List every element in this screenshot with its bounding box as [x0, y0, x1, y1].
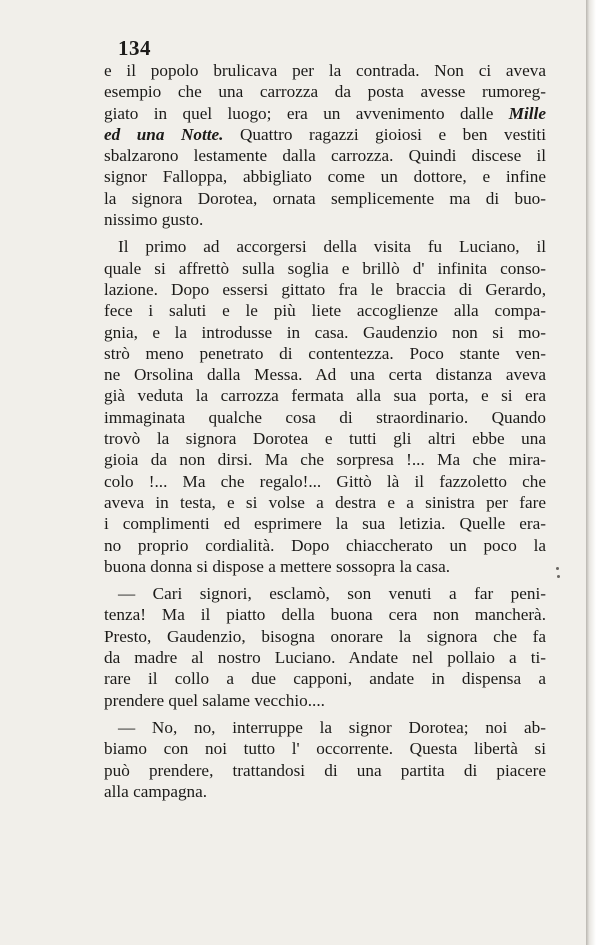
text-line: biamo con noi tutto l' occorrente. Questa libertà si	[104, 739, 546, 759]
text-segment: giato in quel luogo; era un avvenimento dalle	[104, 103, 509, 123]
text-line: strò meno penetrato di contentezza. Poco stante ven-	[104, 343, 546, 363]
text-line: quale si affrettò sulla soglia e brillò d' infinita conso-	[104, 258, 546, 278]
text-line: signor Falloppa, abbigliato come un dottore, e infine	[104, 167, 546, 187]
text-line: da madre al nostro Luciano. Andate nel pollaio a ti-	[104, 648, 546, 668]
text-line: già veduta la carrozza fermata alla sua porta, e si era	[104, 386, 546, 406]
text-line: — Cari signori, esclamò, son venuti a far peni-	[118, 584, 546, 604]
text-line: nissimo gusto.	[104, 210, 204, 230]
text-line: buona donna si dispose a mettere sossopra la casa.	[104, 556, 451, 576]
text-line: immaginata qualche cosa di straordinario. Quando	[104, 407, 546, 427]
text-line: la signora Dorotea, ornata semplicemente ma di buo-	[104, 188, 546, 208]
text-line: i complimenti ed esprimere la sua letizia. Quelle era-	[104, 514, 546, 534]
text-line: esempio che una carrozza da posta avesse rumoreg-	[104, 82, 546, 102]
text-segment: Quattro ragazzi gioiosi e ben vestiti	[223, 124, 546, 144]
text-line: trovò la signora Dorotea e tutti gli altri ebbe una	[104, 429, 546, 449]
paragraph	[104, 60, 546, 230]
text-line: sbalzarono lestamente dalla carrozza. Quindi discese il	[104, 146, 546, 166]
text-line: rare il collo a due capponi, andate in dispensa a	[104, 669, 546, 689]
text-line: aveva in testa, e si volse a destra e a sinistra per fare	[104, 492, 546, 512]
paragraph	[104, 236, 546, 577]
text-line: — No, no, interruppe la signor Dorotea; noi ab-	[118, 717, 546, 737]
text-line: tenza! Ma il piatto della buona cera non mancherà.	[104, 605, 546, 625]
text-line: Presto, Gaudenzio, bisogna onorare la signora che fa	[104, 626, 546, 646]
ink-speck	[556, 567, 559, 570]
text-line: fece i saluti e le più liete accoglienze alla compa-	[104, 301, 546, 321]
page-body-text	[104, 60, 546, 802]
text-line: lazione. Dopo essersi gittato fra le braccia di Gerardo,	[104, 279, 546, 299]
text-line: ne Orsolina dalla Messa. Ad una certa distanza aveva	[104, 365, 546, 385]
italic-title-text: Mille	[508, 103, 546, 123]
ink-speck	[557, 575, 560, 578]
text-line	[104, 124, 546, 145]
page-edge-shadow	[586, 0, 596, 945]
page-number: 134	[118, 36, 151, 60]
text-line: prendere quel salame vecchio....	[104, 690, 325, 710]
text-line: no proprio cordialità. Dopo chiaccherato un poco la	[104, 535, 546, 555]
text-line: gioia da non dirsi. Ma che sorpresa !... Ma che mira-	[104, 450, 546, 470]
paragraph	[104, 717, 546, 802]
text-line: colo !... Ma che regalo!... Gittò là il fazzoletto che	[104, 471, 546, 491]
text-line	[104, 103, 546, 124]
text-line: gnia, e la introdusse in casa. Gaudenzio non si mo-	[104, 322, 546, 342]
text-line: alla campagna.	[104, 781, 208, 801]
text-line: può prendere, trattandosi di una partita di piacere	[104, 760, 546, 780]
text-line: e il popolo brulicava per la contrada. Non ci aveva	[104, 61, 546, 80]
italic-title-text: ed una Notte.	[104, 124, 224, 144]
paragraph	[104, 583, 546, 711]
text-line: Il primo ad accorgersi della visita fu Luciano, il	[118, 237, 546, 257]
